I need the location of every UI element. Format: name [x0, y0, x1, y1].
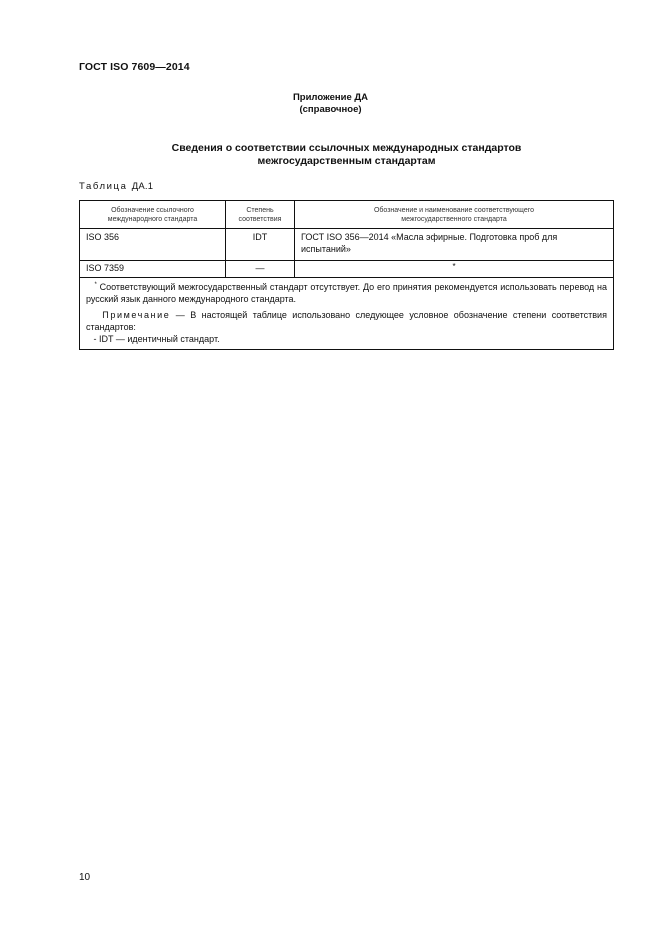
- annex-subtitle: (справочное): [299, 104, 362, 115]
- standards-table: [79, 200, 614, 350]
- table-row: [80, 261, 614, 278]
- cell-degree: IDT: [226, 229, 295, 261]
- cell-degree: —: [226, 261, 295, 278]
- column-header-degree: Степень соответствия: [226, 201, 295, 229]
- note-label: Примечание: [102, 310, 171, 320]
- table-header-row: [80, 201, 614, 229]
- table-footer: [80, 278, 614, 350]
- cell-national: [295, 261, 614, 278]
- note-dash: —: [175, 310, 185, 320]
- note-text: В настоящей таблице использовано следующее условное обозначение степени соответствия стандартов:: [86, 310, 607, 332]
- cell-reference: ISO 7359: [80, 261, 226, 278]
- footnote-mark: *: [94, 282, 97, 288]
- table-label-number: ДА.1: [131, 181, 154, 192]
- note: [86, 309, 607, 345]
- cell-national: ГОСТ ISO 356—2014 «Масла эфирные. Подготовка проб для испытаний»: [295, 229, 614, 261]
- table-label: [79, 181, 153, 192]
- page-number: 10: [79, 872, 91, 883]
- column-header-national: Обозначение и наименование соответствующего межгосударственного стандарта: [295, 201, 614, 229]
- annex-heading: [79, 142, 614, 168]
- footnote: [86, 281, 607, 305]
- table-footer-row: [80, 278, 614, 350]
- annex-heading-line2: межгосударственным стандартам: [257, 155, 436, 167]
- document-code: ГОСТ ISO 7609—2014: [79, 61, 190, 73]
- annex-caption: [0, 92, 661, 116]
- cell-reference: ISO 356: [80, 229, 226, 261]
- annex-heading-line1: Сведения о соответствии ссылочных международных стандартов: [171, 142, 522, 154]
- footnote-text: Соответствующий межгосударственный стандарт отсутствует. До его принятия рекомендуется использовать перевод на русский язык данного международного стандарта.: [86, 282, 607, 304]
- table-label-word: Таблица: [79, 181, 128, 192]
- table-row: [80, 229, 614, 261]
- annex-title: Приложение ДА: [292, 92, 369, 103]
- footnote-asterisk: *: [452, 262, 456, 271]
- column-header-reference: Обозначение ссылочного международного стандарта: [80, 201, 226, 229]
- note-item: - IDT — идентичный стандарт.: [93, 334, 220, 344]
